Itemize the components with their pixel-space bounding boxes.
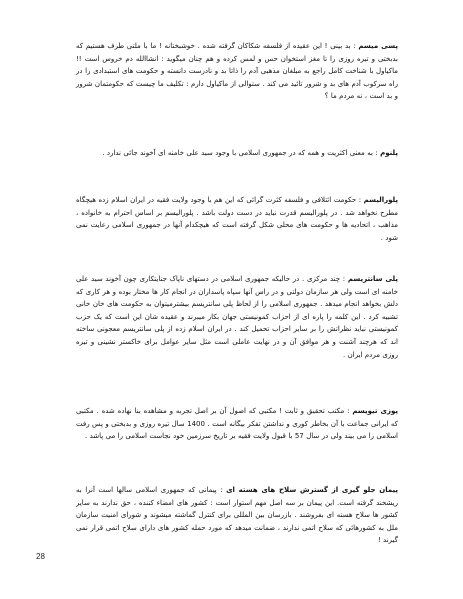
glossary-entry-polycentrism bbox=[76, 273, 398, 361]
glossary-entry-non-proliferation-treaty bbox=[76, 484, 398, 547]
entry-definition: : مکتب تحقیق و ثابت ! مکتبی که اصول آن بر اصل تجربه و مشاهده بنا نهاده شده . مکتبی که ایرانی جماعت با آن بخاطر کوری و نداشتن تفکر بیگانه است . 1400 سال تیره روزی و بدبختی و پس رفت اسلامی را می بیند ولی در سال 57 با قبول ولایت فقیه بر تاریخ سرزمین خود نجاست اسلامی را می پاشد . bbox=[76, 407, 398, 441]
entry-term: پلی سانتریسم bbox=[347, 275, 398, 283]
entry-term: پلنوم bbox=[380, 149, 398, 157]
entry-term: پلورالیسم bbox=[363, 196, 398, 204]
entry-definition: : پیمانی که جمهوری اسلامی سالها است آنرا به ریشخند گرفته است. این پیمان بر سه اصل مهم استوار است : کشور های امضاء کننده ، حق ندارند به سایر کشور ها سلاح هسته ای بفروشند . بازرسان بین المللی برای کنترل گماشته میشوند و شورای امنیت سازمان ملل به کشورهائی که سلاح اتمی ندارند ، ضمانت میدهد که مورد حمله کشور های دارای سلاح اتمی قرار نمی گیرند ! bbox=[76, 486, 398, 545]
entry-definition: : چند مرکزی . در حالیکه جمهوری اسلامی در دستهای ناپاک جنایتکاری چون آخوند سید علی خامنه ای است ولی هر سازمان دولتی و در راس آنها سپاه پاسداران در انجام کار ها مختار بوده و هر کاری که دلش بخواهد انجام میدهد . جمهوری اسلامی را از لحاظ پلی سانتریسم بیشترمیتوان به حکومت های خان خانی تشبیه کرد . این کلمه را پاره ای از احزاب کمونیستی جهان بکار میبرند و عقیده شان این است که یک حزب کمونیستی نباید نظراتش را بر سایر احزاب تحمیل کند . در ایران اسلام زده از پلی سانتریسم معجونی ساخته اند که هرچند آشنت و هر موافق آن و در نهایت عاملی است مثل سایر عوامل برای خاکستر نشینی و تیره روزی مردم ایران . bbox=[76, 275, 398, 359]
entry-definition: : به معنی اکثریت و همه که در جمهوری اسلامی با وجود سید علی خامنه ای آخوند جائی ندارد . bbox=[102, 149, 381, 157]
entry-definition: : حکومت ائتلافی و فلسفه کثرت گرائی که این هم با وجود ولایت فقیه در ایران اسلام زده هیچگاه مطرح نخواهد شد . در پلورالیسم قدرت نباید در دست دولت باشد . پلورالیسم بر اساس احترام به خانواده ، مذاهب ، اتحادیه ها و حکومت های محلی شکل گرفته است که هیچکدام آنها در جمهوری اسلامی رعایت نمی شود . bbox=[76, 196, 398, 242]
entry-term: پیمان جلو گیری از گسترش سلاح های هسته ای bbox=[226, 486, 398, 494]
glossary-entry-pluralism bbox=[76, 194, 398, 244]
page-number: 28 bbox=[36, 552, 45, 561]
entry-term: پوزی تیویسم bbox=[352, 407, 398, 415]
entry-definition: : بد بینی ! این عقیده از فلسفه شکاکان گرفته شده . خوشبختانه ! ما با ملتی طرف هستیم که بدبختی و تیره روزی را تا مغز استخوان حس و لمس کرده و هم چنان میگوید : انشاالله دم خروس است !! ماکیاول با شناخت کامل راجع به مبلغان مذهبی آدم را ذاتا بد و نادرست دانسته و حکومت های استبدادی را در راه سرکوب آدم های بد و شرور تائید می کند . ستوالی از ماکیاول دارم : تکلیف ما چیست که حکومتمان شرور و بد است ، نه مردم ما ؟ bbox=[76, 42, 398, 101]
glossary-entry-plenum bbox=[76, 147, 398, 160]
glossary-entry-positivism bbox=[76, 405, 398, 443]
entry-term: پسی میسم bbox=[358, 42, 398, 50]
glossary-entry-pessimism bbox=[76, 40, 398, 103]
